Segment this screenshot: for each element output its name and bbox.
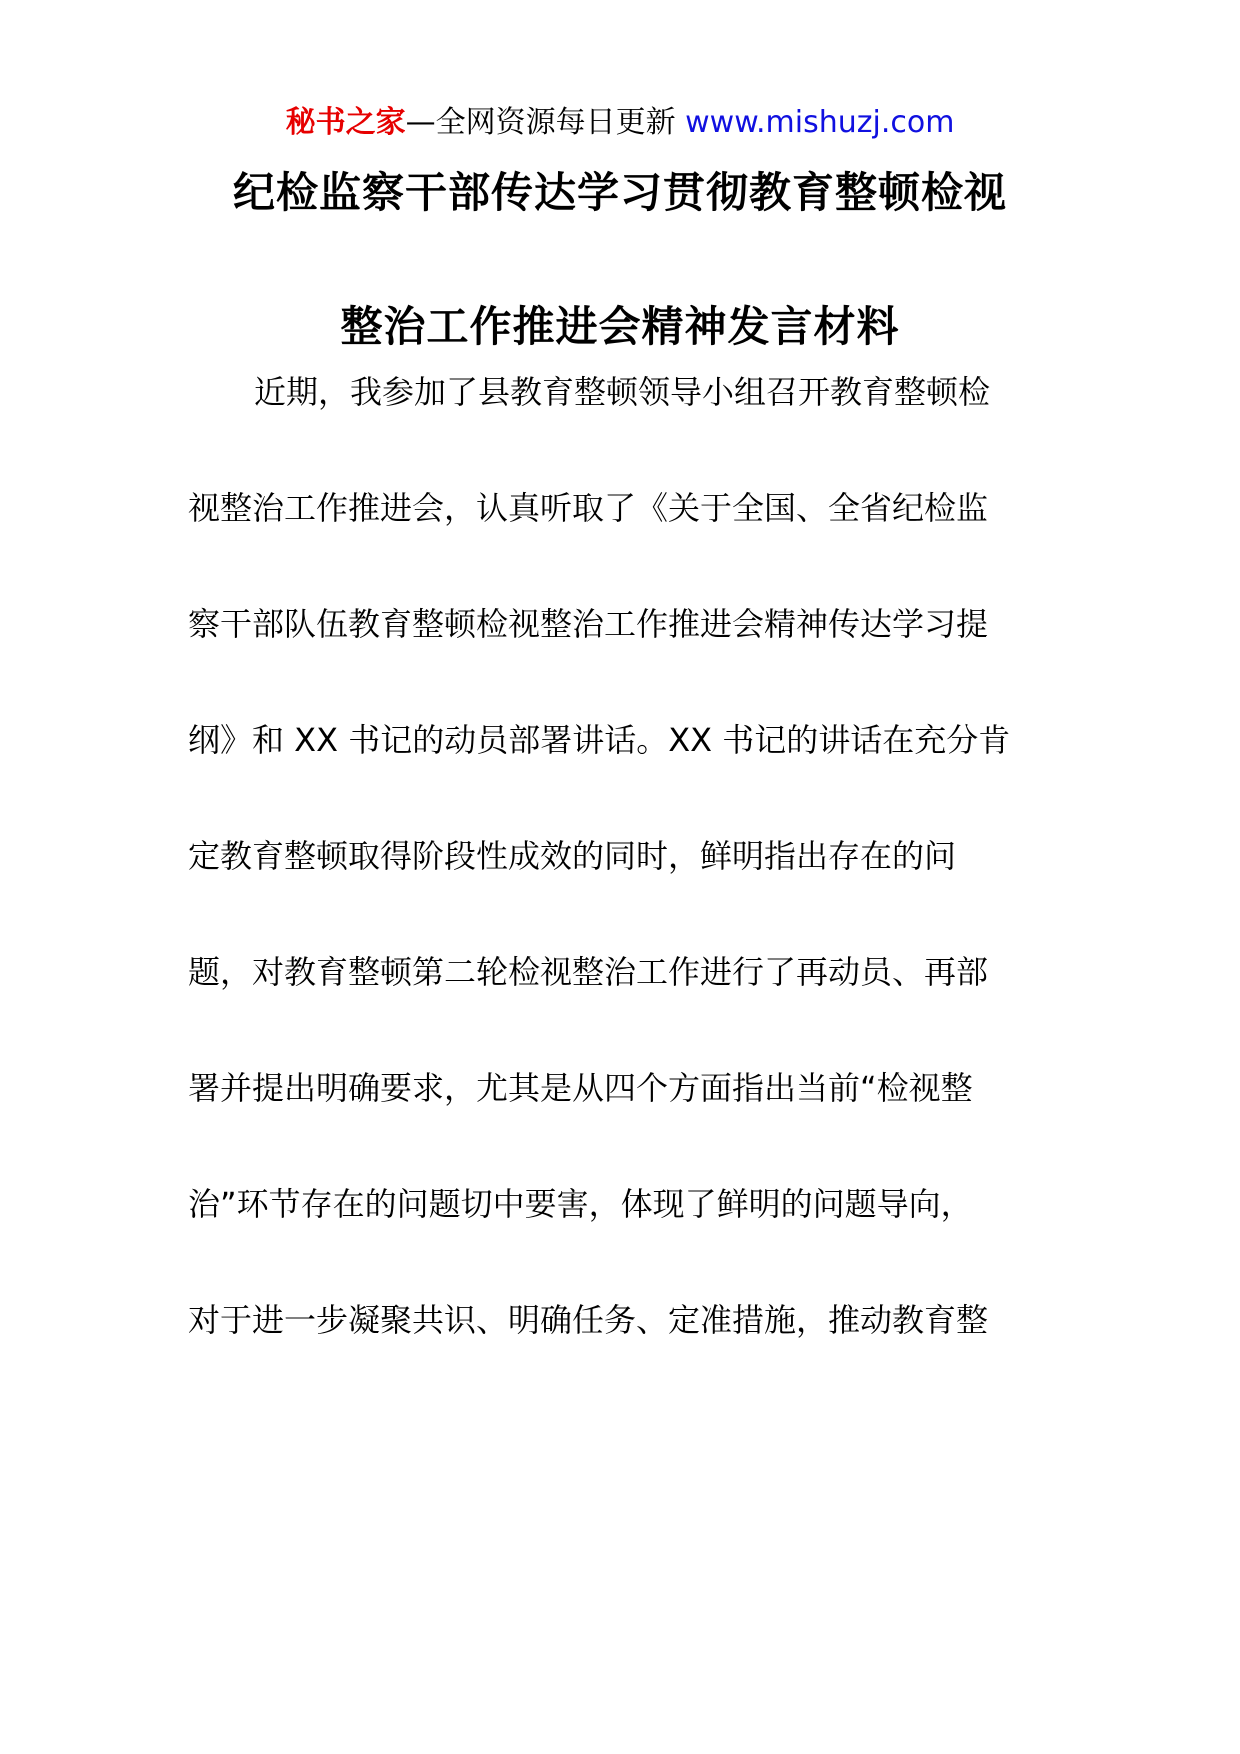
document-title-line-1: 纪检监察干部传达学习贯彻教育整顿检视 [232, 168, 1007, 217]
body-line: 视整治工作推进会，认真听取了《关于全国、全省纪检监 [188, 489, 989, 527]
body-line: 察干部队伍教育整顿检视整治工作推进会精神传达学习提 [188, 605, 989, 643]
body-line: 题，对教育整顿第二轮检视整治工作进行了再动员、再部 [188, 953, 989, 991]
body-line: 署并提出明确要求，尤其是从四个方面指出当前“检视整 [188, 1069, 973, 1107]
brand-name: 秘书之家 [285, 105, 406, 140]
site-url-link[interactable]: www.mishuzj.com [685, 105, 955, 140]
header-tagline: —全网资源每日更新 [405, 105, 686, 140]
body-line: 近期，我参加了县教育整顿领导小组召开教育整顿检 [254, 373, 991, 411]
site-header [0, 103, 1240, 143]
body-line: 对于进一步凝聚共识、明确任务、定准措施，推动教育整 [188, 1301, 989, 1339]
document-title-line-2: 整治工作推进会精神发言材料 [340, 302, 900, 351]
body-line: 纲》和 XX 书记的动员部署讲话。XX 书记的讲话在充分肯 [188, 721, 1011, 759]
body-line: 定教育整顿取得阶段性成效的同时，鲜明指出存在的问 [188, 837, 957, 875]
body-line: 治”环节存在的问题切中要害，体现了鲜明的问题导向， [188, 1185, 973, 1223]
